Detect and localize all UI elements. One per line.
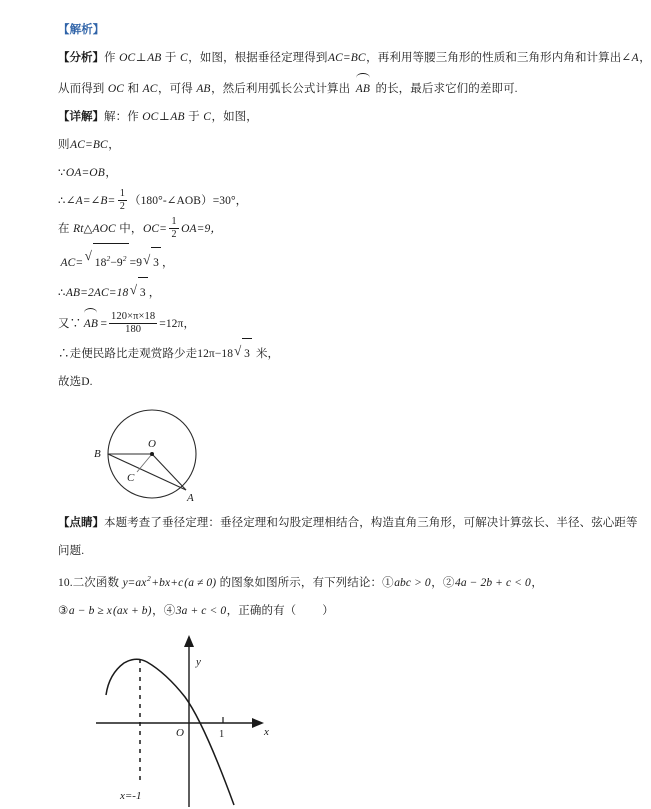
circle-svg: [80, 402, 240, 507]
analysis-text-a: 作: [104, 52, 119, 64]
tip-tag: 【点睛】: [58, 516, 104, 529]
center-point-dot: [150, 452, 154, 456]
analysis-ac-eq-bc: AC=BC: [327, 52, 366, 64]
parabola-curve: [106, 659, 234, 805]
step1-suffix: ，: [108, 139, 120, 151]
step3-paren: （180°-∠AOB）: [128, 195, 213, 207]
question-text-a: 二次函数: [72, 576, 123, 589]
analysis-tag: 【分析】: [58, 52, 104, 64]
step2-suffix: ，: [105, 167, 117, 179]
analysis-line2-e: 的长，最后求它们的差即可.: [372, 83, 518, 95]
conclusion-2: 4a − 2b + c < 0: [454, 576, 531, 589]
fraction-arc-length: [109, 311, 157, 336]
eq-exponent: 2: [146, 573, 151, 583]
parabola-svg: [84, 629, 299, 809]
step4-head: 在: [58, 223, 73, 235]
y-axis-label: y: [196, 655, 201, 668]
step5-sup-b: 2: [122, 254, 127, 263]
fraction-denominator: 180: [125, 323, 142, 335]
step5-suffix: ，: [161, 256, 174, 269]
detail-step-7: [58, 307, 584, 338]
analysis-a-label: A: [631, 52, 639, 64]
tip-line-2: [58, 537, 584, 565]
question-10-line-1: [58, 565, 584, 597]
detail-oc: OC: [142, 111, 159, 123]
conclusion-4-sep: ，: [226, 604, 239, 617]
sqrt-three-c: [234, 338, 252, 368]
step5-coefficient: 9: [136, 256, 143, 269]
section-label-analysis: [58, 16, 584, 44]
analysis-oc: OC: [119, 52, 136, 64]
segment-oa: [152, 454, 186, 490]
conclusion-4: 3a + c < 0: [175, 604, 227, 617]
step8-value: 12π−18: [197, 347, 234, 360]
segment-oc-perpendicular: [137, 454, 152, 472]
step6-head: AB=2AC=18: [65, 286, 129, 299]
step5-equals: =: [129, 256, 137, 269]
step5-radicand-b: 9: [116, 256, 123, 269]
fraction-numerator: 1: [171, 216, 177, 228]
analysis-line-1: [58, 44, 651, 72]
sqrt-radicand: [93, 243, 129, 277]
step4-mid: 中，: [116, 223, 143, 235]
conclusion-2-number: ②: [442, 576, 455, 589]
origin-label: O: [176, 726, 184, 739]
detail-lead-text: 解：作: [104, 111, 142, 123]
step8-unit: 米，: [252, 347, 280, 360]
detail-conclusion: [58, 368, 584, 396]
sqrt-radicand: 3: [151, 247, 161, 277]
detail-tail-text: ，如图，: [211, 111, 258, 123]
step2-equation: OA=OB: [65, 167, 105, 179]
fraction-numerator: 1: [119, 188, 125, 200]
step1-equation: AC=BC: [70, 139, 108, 151]
analysis-line2-d: ，然后利用弧长公式计算出: [211, 83, 354, 95]
fraction-denominator: 2: [119, 200, 125, 212]
conclusion-1-sep: ，: [431, 576, 443, 589]
step2-because-symbol: ∵: [58, 167, 66, 179]
analysis-text-d: ，再利用等腰三角形的性质和三角形内角和计算出∠: [366, 52, 632, 64]
analysis-ab: AB: [147, 52, 162, 64]
analysis-perp: ⊥: [135, 52, 147, 64]
arc-ab-text: AB: [355, 83, 370, 95]
step5-minus: −: [110, 256, 117, 269]
analysis-c: C: [180, 52, 188, 64]
analysis-line2-oc: OC: [107, 83, 125, 95]
conclusion-1-number: ①: [382, 576, 394, 589]
detail-ab: AB: [170, 111, 185, 123]
conclusion-4-number: ④: [163, 604, 176, 617]
arc-overline: [356, 73, 369, 78]
arc-ab-notation: [355, 72, 370, 103]
tip-line-1: [58, 509, 638, 537]
step8-therefore-symbol: ∴: [58, 347, 70, 360]
step5-sup-a: 2: [106, 254, 111, 263]
analysis-line2-a: 从而得到: [58, 83, 108, 95]
conclusion-1: abc > 0: [394, 576, 431, 589]
question-number: 10.: [58, 576, 73, 589]
fraction-numerator: 120×π×18: [109, 311, 157, 324]
step4-tail: OA=9，: [181, 223, 222, 235]
detail-step-2: [58, 159, 584, 187]
detail-step-3: [58, 187, 584, 215]
analysis-header-text: 【解析】: [58, 24, 105, 36]
detail-step-5: [58, 243, 584, 277]
tip-text-1: 本题考查了垂径定理：垂径定理和勾股定理相结合，构造直角三角形，可解决计算弦长、半径、弦心距等: [104, 516, 638, 529]
step4-oc: OC=: [142, 223, 167, 235]
label-a: A: [187, 491, 194, 504]
x-tick-label-1: 1: [219, 728, 225, 740]
detail-step-8: [58, 338, 584, 368]
fraction-one-half-a: [118, 188, 127, 212]
fraction-denominator: 2: [171, 228, 177, 240]
figure-circle-diagram: [80, 402, 584, 507]
conclusion-3-b: (ax + b): [113, 604, 152, 617]
figure-parabola-graph: [84, 629, 584, 809]
sqrt-radicand: 3: [138, 277, 148, 307]
eq-y: y: [122, 576, 128, 589]
label-b: B: [94, 447, 101, 460]
x-axis-label: x: [264, 725, 269, 738]
conclusion-3-number: ③: [58, 604, 69, 617]
analysis-line2-ab: AB: [196, 83, 211, 95]
fraction-one-half-b: [169, 216, 178, 240]
label-o: O: [148, 437, 156, 450]
analysis-text-e: ，: [639, 52, 651, 64]
sqrt-three-b: [130, 277, 148, 307]
step3-result: =30°，: [212, 195, 248, 207]
detail-tag: 【详解】: [58, 111, 104, 123]
analysis-line2-b: 和: [124, 83, 143, 95]
analysis-text-c: ，如图，根据垂径定理得到: [188, 52, 328, 64]
arc-ab-text: AB: [83, 317, 98, 330]
conclusion-text: 故选D.: [58, 375, 93, 388]
analysis-line2-c: ，可得: [158, 83, 196, 95]
arc-overline: [84, 308, 97, 313]
step1-prefix: 则: [58, 139, 70, 151]
conclusion-3-a: a − b ≥ x: [68, 604, 112, 617]
analysis-line2-ac: AC: [142, 83, 158, 95]
detail-mid-text: 于: [185, 111, 203, 123]
arc-ab-notation-2: [83, 307, 98, 338]
tip-text-2: 问题.: [58, 544, 85, 557]
step5-head: AC=: [60, 256, 84, 269]
detail-perp: ⊥: [158, 111, 170, 123]
eq-equals: =: [128, 576, 135, 589]
eq-ax: ax: [135, 576, 147, 589]
detail-step-1: [58, 131, 584, 159]
x-axis-arrow: [252, 718, 264, 728]
label-c: C: [127, 471, 135, 484]
detail-step-4: [58, 215, 584, 243]
step5-radicand-a: 18: [94, 256, 107, 269]
question-tail: 正确的有（: [238, 604, 297, 617]
question-tail-close: ）: [322, 604, 334, 617]
conclusion-3-sep: ，: [152, 604, 164, 617]
eq-condition: (a ≠ 0): [184, 576, 217, 589]
step8-text: 走便民路比走观赏路少走: [69, 347, 198, 360]
analysis-line-2: [58, 72, 584, 103]
axis-of-symmetry-label: x=-1: [120, 789, 142, 802]
detail-step-6: [58, 277, 584, 307]
step3-head: ∠A=∠B=: [65, 195, 116, 207]
sqrt-radicand: 3: [242, 338, 252, 368]
y-axis-arrow: [184, 635, 194, 647]
conclusion-2-sep: ，: [531, 576, 543, 589]
question-10-line-2: [58, 597, 584, 625]
step6-therefore-symbol: ∴: [58, 286, 66, 299]
sqrt-expression: [85, 243, 129, 277]
detail-line-lead: [58, 103, 584, 131]
eq-bx-c: +bx+c: [151, 576, 184, 589]
step7-result: =12π，: [159, 317, 196, 330]
step6-suffix: ，: [148, 286, 161, 299]
sqrt-three-a: [143, 247, 161, 277]
step4-triangle: Rt△AOC: [73, 223, 116, 235]
question-text-b: 的图象如图所示，有下列结论：: [216, 576, 383, 589]
step3-therefore-symbol: ∴: [58, 195, 66, 207]
step7-equals: =: [100, 317, 108, 330]
step7-because-symbol: 又∵: [58, 317, 82, 330]
analysis-text-b: 于: [161, 52, 180, 64]
detail-c: C: [203, 111, 211, 123]
